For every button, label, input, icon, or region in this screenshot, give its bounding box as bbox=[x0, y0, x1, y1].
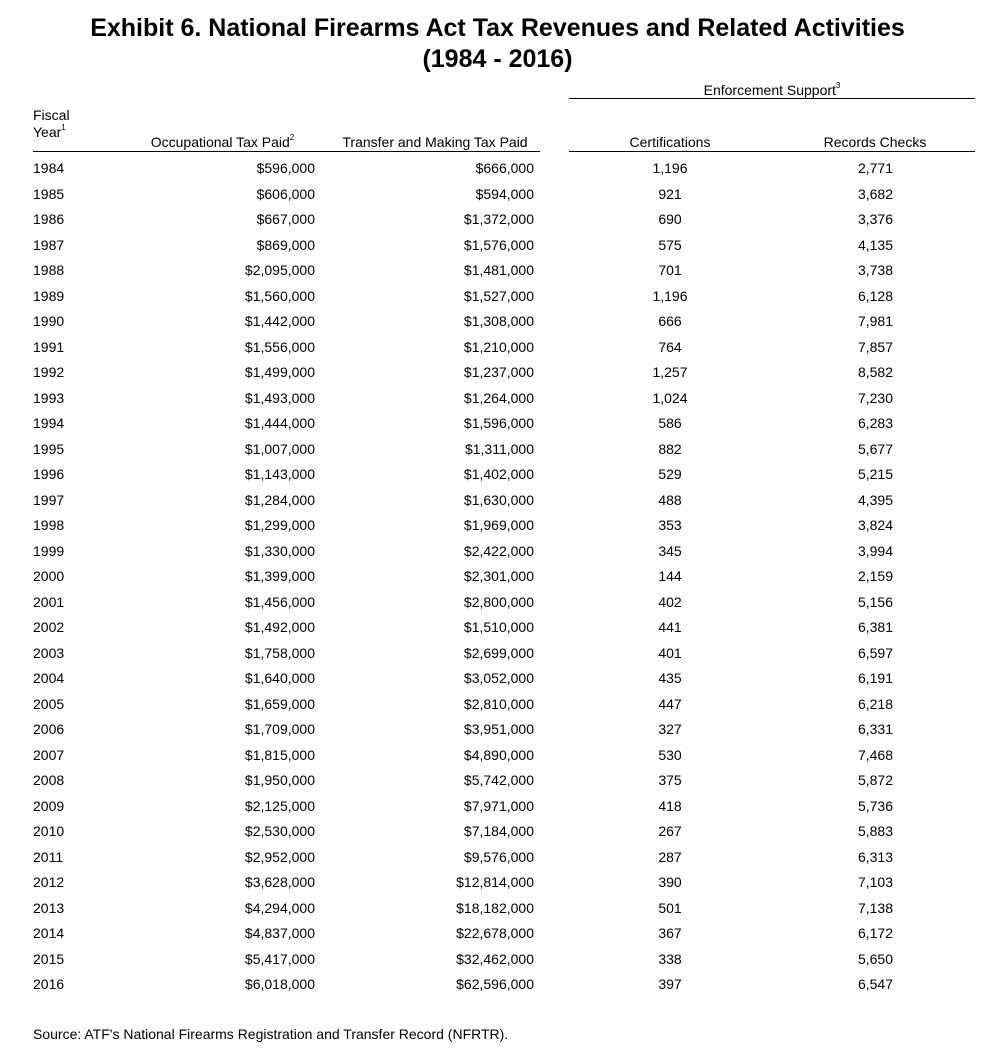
records-checks-cell: 6,381 bbox=[857, 619, 893, 635]
table-row bbox=[0, 411, 995, 437]
fiscal-year-cell: 2013 bbox=[33, 899, 65, 916]
records-checks-cell: 3,738 bbox=[857, 262, 893, 278]
table-row bbox=[0, 386, 995, 412]
table-row bbox=[0, 156, 995, 182]
table-row bbox=[0, 972, 995, 998]
table-row bbox=[0, 488, 995, 514]
occupational-tax-cell: $1,950,000 bbox=[244, 772, 315, 788]
transfer-making-tax-cell: $22,678,000 bbox=[456, 925, 534, 941]
occupational-tax-cell: $1,444,000 bbox=[244, 415, 315, 431]
certifications-cell: 375 bbox=[658, 772, 682, 788]
records-checks-cell: 6,283 bbox=[857, 415, 893, 431]
fiscal-year-cell: 1993 bbox=[33, 389, 65, 406]
transfer-making-tax-cell: $2,422,000 bbox=[463, 542, 534, 559]
occupational-tax-cell: $1,560,000 bbox=[244, 287, 315, 304]
fiscal-year-cell: 2010 bbox=[33, 823, 65, 839]
transfer-making-tax-cell: $1,527,000 bbox=[463, 287, 534, 304]
occupational-tax-cell: $1,299,000 bbox=[244, 517, 315, 533]
certifications-cell: 367 bbox=[658, 925, 682, 941]
table-row bbox=[0, 564, 995, 590]
table-row bbox=[0, 845, 995, 871]
certifications-cell: 345 bbox=[658, 542, 682, 559]
transfer-making-tax-cell: $4,890,000 bbox=[463, 746, 534, 763]
occupational-tax-cell: $1,493,000 bbox=[244, 389, 315, 406]
transfer-making-tax-cell: $62,596,000 bbox=[456, 976, 534, 992]
table-row bbox=[0, 896, 995, 922]
transfer-making-tax-cell: $3,052,000 bbox=[463, 670, 534, 686]
records-checks-cell: 3,376 bbox=[857, 211, 893, 227]
table-row bbox=[0, 794, 995, 820]
occupational-tax-cell: $6,018,000 bbox=[244, 976, 315, 992]
occupational-tax-cell: $1,492,000 bbox=[244, 619, 315, 635]
fiscal-year-cell: 1997 bbox=[33, 491, 65, 508]
occupational-tax-cell: $1,442,000 bbox=[244, 313, 315, 329]
fiscal-year-cell: 1986 bbox=[33, 211, 65, 227]
records-checks-cell: 6,547 bbox=[857, 976, 893, 992]
occupational-tax-cell: $596,000 bbox=[256, 160, 315, 176]
exhibit-title: Exhibit 6. National Firearms Act Tax Revenues and Related Activities bbox=[90, 14, 905, 42]
occupational-tax-cell: $4,837,000 bbox=[244, 925, 315, 941]
fiscal-year-cell: 1990 bbox=[33, 313, 65, 329]
occupational-tax-cell: $1,659,000 bbox=[244, 695, 315, 712]
certifications-cell: 1,196 bbox=[652, 287, 688, 304]
table-row bbox=[0, 641, 995, 667]
occupational-tax-cell: $4,294,000 bbox=[244, 899, 315, 916]
table-row bbox=[0, 513, 995, 539]
certifications-header: Certifications bbox=[629, 134, 711, 150]
transfer-making-tax-cell: $7,184,000 bbox=[463, 823, 534, 839]
table-row bbox=[0, 207, 995, 233]
certifications-cell: 441 bbox=[658, 619, 682, 635]
fiscal-year-cell: 2006 bbox=[33, 721, 65, 737]
records-checks-cell: 5,677 bbox=[857, 440, 893, 457]
transfer-making-tax-cell: $1,372,000 bbox=[463, 211, 534, 227]
fiscal-year-cell: 1999 bbox=[33, 542, 65, 559]
table-row bbox=[0, 666, 995, 692]
transfer-making-tax-cell: $1,630,000 bbox=[463, 491, 534, 508]
fiscal-year-cell: 1995 bbox=[33, 440, 65, 457]
certifications-cell: 690 bbox=[658, 211, 682, 227]
transfer-making-tax-cell: $1,308,000 bbox=[463, 313, 534, 329]
certifications-cell: 488 bbox=[658, 491, 682, 508]
transfer-making-tax-cell: $1,481,000 bbox=[463, 262, 534, 278]
certifications-cell: 390 bbox=[658, 874, 682, 890]
records-checks-cell: 3,994 bbox=[857, 542, 893, 559]
table-row bbox=[0, 947, 995, 973]
enforcement-support-label: Enforcement Support bbox=[703, 82, 836, 98]
fiscal-year-cell: 1998 bbox=[33, 517, 65, 533]
right-header-rule bbox=[569, 151, 975, 152]
transfer-making-tax-cell: $9,576,000 bbox=[463, 848, 534, 865]
certifications-cell: 402 bbox=[658, 593, 682, 610]
records-checks-cell: 8,582 bbox=[857, 364, 893, 380]
fiscal-year-cell: 2015 bbox=[33, 950, 65, 967]
certifications-cell: 267 bbox=[658, 823, 682, 839]
records-checks-cell: 5,215 bbox=[857, 466, 893, 482]
certifications-cell: 586 bbox=[658, 415, 682, 431]
records-checks-cell: 5,156 bbox=[857, 593, 893, 610]
certifications-cell: 338 bbox=[658, 950, 682, 967]
occupational-tax-label: Occupational Tax Paid bbox=[150, 134, 290, 150]
certifications-cell: 401 bbox=[658, 644, 682, 661]
occupational-tax-cell: $2,095,000 bbox=[244, 262, 315, 278]
records-checks-cell: 7,138 bbox=[857, 899, 893, 916]
occupational-tax-cell: $2,530,000 bbox=[244, 823, 315, 839]
records-checks-cell: 5,883 bbox=[857, 823, 893, 839]
transfer-making-tax-cell: $1,576,000 bbox=[463, 236, 534, 253]
transfer-making-tax-cell: $2,800,000 bbox=[463, 593, 534, 610]
fiscal-year-cell: 2003 bbox=[33, 644, 65, 661]
transfer-making-tax-cell: $2,699,000 bbox=[463, 644, 534, 661]
occupational-tax-footnote: 2 bbox=[289, 133, 295, 143]
table-row bbox=[0, 258, 995, 284]
certifications-cell: 144 bbox=[658, 568, 682, 584]
occupational-tax-cell: $1,007,000 bbox=[244, 440, 315, 457]
fiscal-year-cell: 2008 bbox=[33, 772, 65, 788]
enforcement-support-footnote: 3 bbox=[835, 81, 841, 91]
table-row bbox=[0, 870, 995, 896]
fiscal-year-cell: 1996 bbox=[33, 466, 65, 482]
records-checks-cell: 4,135 bbox=[857, 236, 893, 253]
transfer-making-tax-header: Transfer and Making Tax Paid bbox=[342, 134, 528, 150]
fiscal-year-cell: 2011 bbox=[33, 848, 64, 865]
transfer-making-tax-cell: $18,182,000 bbox=[456, 899, 534, 916]
occupational-tax-cell: $1,815,000 bbox=[244, 746, 315, 763]
certifications-cell: 327 bbox=[658, 721, 682, 737]
table-row bbox=[0, 335, 995, 361]
transfer-making-tax-cell: $594,000 bbox=[475, 185, 534, 202]
transfer-making-tax-cell: $7,971,000 bbox=[463, 797, 534, 814]
transfer-making-tax-cell: $666,000 bbox=[475, 160, 534, 176]
certifications-cell: 397 bbox=[658, 976, 682, 992]
records-checks-cell: 7,981 bbox=[857, 313, 893, 329]
certifications-cell: 435 bbox=[658, 670, 682, 686]
table-row bbox=[0, 233, 995, 259]
table-row bbox=[0, 692, 995, 718]
fiscal-year-cell: 2004 bbox=[33, 670, 65, 686]
transfer-making-tax-cell: $1,510,000 bbox=[463, 619, 534, 635]
certifications-cell: 701 bbox=[658, 262, 682, 278]
occupational-tax-cell: $2,952,000 bbox=[244, 848, 315, 865]
table-row bbox=[0, 284, 995, 310]
enforcement-support-rule bbox=[569, 98, 975, 99]
records-checks-cell: 6,331 bbox=[857, 721, 893, 737]
certifications-cell: 501 bbox=[658, 899, 682, 916]
certifications-cell: 353 bbox=[658, 517, 682, 533]
transfer-making-tax-cell: $3,951,000 bbox=[463, 721, 534, 737]
records-checks-cell: 6,597 bbox=[857, 644, 893, 661]
occupational-tax-cell: $869,000 bbox=[256, 236, 315, 253]
table-row bbox=[0, 743, 995, 769]
occupational-tax-header bbox=[130, 134, 315, 151]
occupational-tax-cell: $1,640,000 bbox=[244, 670, 315, 686]
occupational-tax-cell: $1,499,000 bbox=[244, 364, 315, 380]
fiscal-year-cell: 2005 bbox=[33, 695, 65, 712]
certifications-cell: 575 bbox=[658, 236, 682, 253]
records-checks-cell: 4,395 bbox=[857, 491, 893, 508]
records-checks-cell: 6,128 bbox=[857, 287, 893, 304]
certifications-cell: 530 bbox=[658, 746, 682, 763]
occupational-tax-cell: $1,709,000 bbox=[244, 721, 315, 737]
fiscal-year-footnote: 1 bbox=[61, 123, 66, 133]
table-row bbox=[0, 819, 995, 845]
records-checks-cell: 7,103 bbox=[857, 874, 893, 890]
table-row bbox=[0, 360, 995, 386]
fiscal-year-cell: 1992 bbox=[33, 364, 65, 380]
table-row bbox=[0, 615, 995, 641]
certifications-cell: 882 bbox=[658, 440, 682, 457]
fiscal-year-cell: 1991 bbox=[33, 338, 65, 355]
fiscal-year-cell: 1987 bbox=[33, 236, 65, 253]
records-checks-cell: 3,682 bbox=[857, 185, 893, 202]
records-checks-cell: 5,650 bbox=[857, 950, 893, 967]
occupational-tax-cell: $1,456,000 bbox=[244, 593, 315, 610]
records-checks-cell: 6,172 bbox=[857, 925, 893, 941]
certifications-cell: 921 bbox=[658, 185, 682, 202]
transfer-making-tax-cell: $1,264,000 bbox=[463, 389, 534, 406]
certifications-cell: 764 bbox=[658, 338, 682, 355]
occupational-tax-cell: $606,000 bbox=[256, 185, 315, 202]
occupational-tax-cell: $1,143,000 bbox=[244, 466, 315, 482]
records-checks-cell: 6,313 bbox=[857, 848, 893, 865]
records-checks-cell: 5,736 bbox=[857, 797, 893, 814]
occupational-tax-cell: $1,758,000 bbox=[244, 644, 315, 661]
table-row bbox=[0, 182, 995, 208]
fiscal-year-cell: 2012 bbox=[33, 874, 65, 890]
transfer-making-tax-cell: $1,311,000 bbox=[464, 440, 534, 457]
certifications-cell: 447 bbox=[658, 695, 682, 712]
certifications-cell: 1,257 bbox=[652, 364, 688, 380]
fiscal-year-cell: 1994 bbox=[33, 415, 65, 431]
transfer-making-tax-cell: $12,814,000 bbox=[456, 874, 534, 890]
table-body bbox=[0, 156, 995, 998]
certifications-cell: 1,196 bbox=[652, 160, 688, 176]
fiscal-year-cell: 2007 bbox=[33, 746, 65, 763]
year-label-wrap bbox=[33, 124, 113, 141]
fiscal-year-cell: 2001 bbox=[33, 593, 65, 610]
records-checks-cell: 3,824 bbox=[857, 517, 893, 533]
fiscal-year-cell: 1984 bbox=[33, 160, 65, 176]
certifications-cell: 287 bbox=[658, 848, 682, 865]
records-checks-cell: 7,857 bbox=[857, 338, 893, 355]
fiscal-year-cell: 1988 bbox=[33, 262, 65, 278]
occupational-tax-cell: $3,628,000 bbox=[244, 874, 315, 890]
table-row bbox=[0, 539, 995, 565]
occupational-tax-cell: $5,417,000 bbox=[244, 950, 315, 967]
transfer-making-tax-cell: $1,210,000 bbox=[463, 338, 534, 355]
occupational-tax-cell: $1,399,000 bbox=[244, 568, 315, 584]
occupational-tax-cell: $2,125,000 bbox=[244, 797, 315, 814]
table-row bbox=[0, 717, 995, 743]
certifications-cell: 1,024 bbox=[652, 389, 688, 406]
transfer-making-tax-cell: $1,596,000 bbox=[463, 415, 534, 431]
left-header-rule bbox=[33, 151, 540, 152]
fiscal-label: Fiscal bbox=[33, 107, 70, 123]
fiscal-year-header bbox=[33, 107, 113, 141]
transfer-making-tax-cell: $32,462,000 bbox=[456, 950, 534, 967]
transfer-making-tax-cell: $5,742,000 bbox=[463, 772, 534, 788]
transfer-making-tax-cell: $2,810,000 bbox=[463, 695, 534, 712]
source-note: Source: ATF's National Firearms Registration and Transfer Record (NFRTR). bbox=[33, 1026, 509, 1042]
table-row bbox=[0, 921, 995, 947]
occupational-tax-cell: $1,284,000 bbox=[244, 491, 315, 508]
transfer-making-tax-cell: $1,237,000 bbox=[463, 364, 534, 380]
certifications-cell: 418 bbox=[658, 797, 682, 814]
table-row bbox=[0, 462, 995, 488]
occupational-tax-cell: $1,556,000 bbox=[244, 338, 315, 355]
occupational-tax-cell: $1,330,000 bbox=[244, 542, 315, 559]
records-checks-cell: 5,872 bbox=[857, 772, 893, 788]
records-checks-cell: 7,468 bbox=[857, 746, 893, 763]
fiscal-year-cell: 1989 bbox=[33, 287, 65, 304]
fiscal-year-cell: 2009 bbox=[33, 797, 65, 814]
records-checks-header: Records Checks bbox=[823, 134, 927, 150]
fiscal-year-cell: 2014 bbox=[33, 925, 65, 941]
enforcement-support-group-header bbox=[569, 81, 975, 99]
fiscal-year-cell: 1985 bbox=[33, 185, 65, 202]
records-checks-cell: 2,159 bbox=[857, 568, 893, 584]
occupational-tax-cell: $667,000 bbox=[256, 211, 315, 227]
records-checks-cell: 6,191 bbox=[857, 670, 893, 686]
transfer-making-tax-cell: $1,969,000 bbox=[463, 517, 534, 533]
records-checks-cell: 2,771 bbox=[857, 160, 893, 176]
transfer-making-tax-cell: $2,301,000 bbox=[463, 568, 534, 584]
year-label: Year bbox=[33, 124, 62, 140]
table-row bbox=[0, 768, 995, 794]
records-checks-cell: 6,218 bbox=[857, 695, 893, 712]
table-row bbox=[0, 437, 995, 463]
table-row bbox=[0, 590, 995, 616]
table-row bbox=[0, 309, 995, 335]
certifications-cell: 529 bbox=[658, 466, 682, 482]
fiscal-year-cell: 2002 bbox=[33, 619, 65, 635]
records-checks-cell: 7,230 bbox=[857, 389, 893, 406]
fiscal-year-cell: 2016 bbox=[33, 976, 65, 992]
certifications-cell: 666 bbox=[658, 313, 682, 329]
transfer-making-tax-cell: $1,402,000 bbox=[463, 466, 534, 482]
exhibit-subtitle-years: (1984 - 2016) bbox=[422, 45, 573, 73]
fiscal-year-cell: 2000 bbox=[33, 568, 65, 584]
